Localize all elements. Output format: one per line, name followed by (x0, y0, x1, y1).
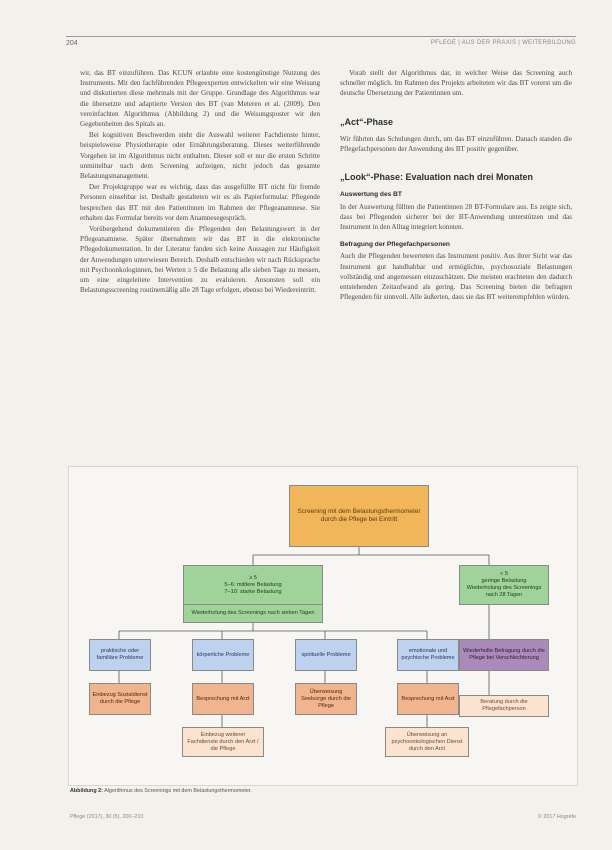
low-distress-box: < 5 geringe Belastung Wiederholung des Screenings nach 28 Tagen (459, 565, 549, 605)
caption-text: Algorithmus des Screenings mit dem Belastungsthermometer. (102, 788, 252, 794)
left-paragraph: Der Projektgruppe war es wichtig, dass das ausgefüllte BT nicht für fremde Personen einsehbar ist. Deshalb gestalteten wir es als Papierformular. Pflegende besprechen das BT mit den Patientinnen im Rahmen der Pflegeanamnese. Sie erhalten das Formular bereits vor dem Anamnesegespräch. (80, 183, 320, 222)
repeat-seven-days-box: Wiederholung des Screenings nach sieben Tagen (183, 605, 323, 623)
survey-paragraph: Auch die Pflegenden bewerteten das Instrument positiv. Aus ihrer Sicht war das Instrument gut handhabbar und ermöglichte, psychosoziale Belastungen vollständig und angemessen einzuschätzen. Die meisten erachteten den dadurch entstehenden Zeitaufwand als gering. Das Screening bieten die befragten Pflegenden für sinnvoll. Alle äußerten, dass sie das BT weiterempfehlen würden. (340, 252, 572, 302)
psychooncology-referral-box: Überweisung an psychoonkologischen Dienst durch den Arzt (385, 727, 469, 757)
act-phase-paragraph: Wir führten das Schulungen durch, um das BT einzuführen. Danach standen die Pflegefachpersonen der Anwendung des BT positiv gegenüber. (340, 134, 572, 154)
physical-problems-box: körperliche Probleme (192, 639, 254, 671)
running-head: PFLEGE | AUS DER PRAXIS | WEITERBILDUNG (430, 40, 576, 46)
evaluation-subheading: Auswertung des BT (340, 191, 402, 199)
algorithm-figure (68, 466, 578, 786)
emotional-problems-box: emotionale und psychische Probleme (397, 639, 459, 671)
spiritual-problems-box: spirituelle Probleme (295, 639, 357, 671)
screening-start-box: Screening mit dem Belastungsthermometer durch die Pflege bei Eintritt (289, 485, 429, 547)
right-intro-paragraph: Vorab stellt der Algorithmus dar, in welcher Weise das Screening auch schneller möglich. Im Rahmen des Projekts arbeiteten wir das BT vorerst um die deutsche Übersetzung der Patientinnen um. (340, 69, 572, 98)
left-paragraph: wir, das BT einzuführen. Das KCUN erlaubte eine kostengünstige Nutzung des Instruments. Mit den fachführenden Pflegeexperten entwickelten wir eine Weisung und diskutierten diese mehrmals mit der Gruppe. Grundlage des Algorithmus war die übersetzte und adaptierte Version des BT (van Meteren et al. (2009). Den vereinfachten Algorithmus (Abbildung 2) und die Weisungsposter wir den Gegebenheiten des Spitals an. (80, 69, 320, 129)
physician-discussion-box: Besprechung mit Arzt (192, 683, 254, 715)
pastoral-care-box: Überweisung Seelsorge durch die Pflege (295, 683, 357, 715)
survey-subheading: Befragung der Pflegefachpersonen (340, 241, 450, 249)
page-number: 204 (66, 40, 78, 47)
nursing-counselling-box: Beratung durch die Pflegefachperson (459, 695, 549, 717)
look-phase-heading: „Look“-Phase: Evaluation nach drei Monaten (340, 172, 534, 183)
practical-problems-box: praktische oder familiäre Probleme (89, 639, 151, 671)
footer-copyright: © 2017 Hogrefe (537, 814, 576, 820)
left-column (80, 68, 320, 296)
figure-caption (70, 788, 252, 794)
footer-citation: Pflege (2017), 30 (5), 200–210 (70, 814, 144, 820)
right-column (340, 68, 572, 303)
high-distress-box: ≥ 5 5–6: mittlere Belastung 7–10: starke Belastung (183, 565, 323, 605)
repeat-inquiry-box: Wiederholte Befragung durch die Pflege bei Verschlechterung (459, 639, 549, 671)
act-phase-heading: „Act“-Phase (340, 116, 394, 127)
left-paragraph: Vorübergehend dokumentieren die Pflegenden den Belastungswert in der Pflegeanamnese. Später übernahmen wir das BT in die elektronische Pflegedokumentation. In der Literatur fanden sich keine Aussagen zur Häufigkeit der Anwendungen unterwiesen Bereich. Deshalb entschieden wir nach Rücksprache mit Psychoonkologinnen, bei Werten ≥ 5 die Belastung alle sieben Tage zu messen, um eine eingeleitete Intervention zu evaluieren. Ansonsten soll ein Belastungsscreening routinemäßig alle 28 Tage erfolgen, ebenso bei Wiedereintritt. (80, 225, 320, 295)
caption-label: Abbildung 2: (70, 788, 103, 794)
further-services-box: Einbezug weiterer Fachdienste durch den Arzt / die Pflege (182, 727, 264, 757)
left-paragraph: Bei kognitiven Beschwerden steht die Auswahl weiterer Fachdienste hinter, beispielsweise Physiotherapie oder Ernährungsberatung. Dieses weiterführende Vorgehen ist im Algorithmus nicht enthalten. Dieser soll er nur die ersten Schritte unmittelbar nach dem Screening aufzeigen, nicht jedoch das gesamte Belastungsmanagement. (80, 131, 320, 181)
evaluation-paragraph: In der Auswertung füllten die Patientinnen 28 BT-Formulare aus. Es zeigte sich, dass bei Pflegenden sicherer bei der BT-Anwendung unterstützen und das Instrument in den Alltag integriert konnten. (340, 202, 572, 232)
header-rule (66, 36, 576, 37)
physician-discussion-box: Besprechung mit Arzt (397, 683, 459, 715)
social-service-box: Einbezug Sozialdienst durch die Pflege (89, 683, 151, 715)
